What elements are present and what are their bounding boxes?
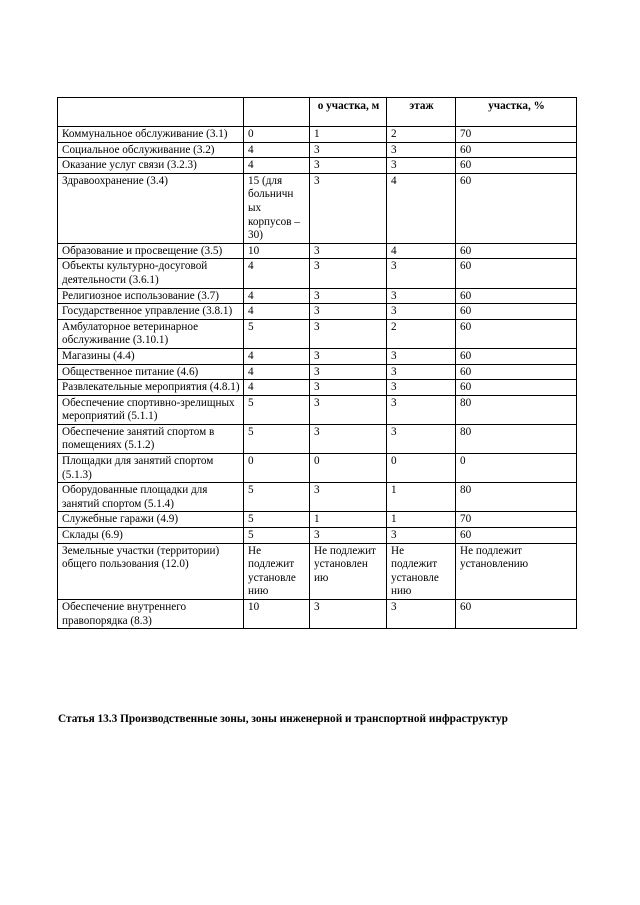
parameter-cell: 4 xyxy=(244,304,310,320)
parameter-cell: 5 xyxy=(244,395,310,424)
land-use-name-cell: Оборудованные площадки для занятий спортом (5.1.4) xyxy=(58,483,244,512)
parameter-cell: 60 xyxy=(456,142,577,158)
parameter-cell: 1 xyxy=(387,512,456,528)
parameter-cell: 3 xyxy=(387,142,456,158)
parameter-cell: 3 xyxy=(387,528,456,544)
parameter-cell: 3 xyxy=(310,395,387,424)
parameter-cell: 3 xyxy=(310,173,387,243)
land-use-name-cell: Магазины (4.4) xyxy=(58,348,244,364)
parameter-cell: 5 xyxy=(244,424,310,453)
parameter-cell: 2 xyxy=(387,127,456,143)
parameter-cell: 60 xyxy=(456,348,577,364)
parameter-cell: 3 xyxy=(310,319,387,348)
parameter-cell: 80 xyxy=(456,395,577,424)
land-use-name-cell: Коммунальное обслуживание (3.1) xyxy=(58,127,244,143)
parameter-cell: 3 xyxy=(387,158,456,174)
parameter-cell: 60 xyxy=(456,288,577,304)
parameter-cell: 5 xyxy=(244,528,310,544)
parameter-cell: 60 xyxy=(456,173,577,243)
parameter-cell: 4 xyxy=(244,364,310,380)
parameter-cell: 10 xyxy=(244,600,310,629)
parameter-cell: 4 xyxy=(387,173,456,243)
land-use-name-cell: Развлекательные мероприятия (4.8.1) xyxy=(58,380,244,396)
column-header-1 xyxy=(58,98,244,127)
parameter-cell: 3 xyxy=(310,243,387,259)
parameter-cell: 1 xyxy=(310,512,387,528)
land-use-name-cell: Обеспечение занятий спортом в помещениях (5.1.2) xyxy=(58,424,244,453)
table-row xyxy=(58,454,577,483)
column-header-3: о участка, м xyxy=(310,98,387,127)
parameter-cell: 70 xyxy=(456,512,577,528)
table-row xyxy=(58,483,577,512)
parameter-cell: 60 xyxy=(456,600,577,629)
land-use-name-cell: Площадки для занятий спортом (5.1.3) xyxy=(58,454,244,483)
article-title: Статья 13.3 Производственные зоны, зоны инженерной и транспортной инфраструктур xyxy=(58,713,508,725)
table-row xyxy=(58,259,577,288)
parameter-cell: 0 xyxy=(456,454,577,483)
parameter-cell: 3 xyxy=(310,158,387,174)
parameter-cell: 0 xyxy=(387,454,456,483)
parameter-cell: 80 xyxy=(456,483,577,512)
parameter-cell: 70 xyxy=(456,127,577,143)
parameter-cell: 3 xyxy=(387,259,456,288)
table-row xyxy=(58,288,577,304)
parameter-cell: 3 xyxy=(310,528,387,544)
parameter-cell: 0 xyxy=(310,454,387,483)
parameter-cell: 15 (для больничн ых корпусов – 30) xyxy=(244,173,310,243)
table-row xyxy=(58,395,577,424)
land-use-name-cell: Служебные гаражи (4.9) xyxy=(58,512,244,528)
parameter-cell: 80 xyxy=(456,424,577,453)
land-use-name-cell: Склады (6.9) xyxy=(58,528,244,544)
parameter-cell: 60 xyxy=(456,380,577,396)
parameter-cell: 3 xyxy=(310,259,387,288)
parameter-cell: 3 xyxy=(310,142,387,158)
table-row xyxy=(58,348,577,364)
table-row xyxy=(58,173,577,243)
table-row xyxy=(58,243,577,259)
parameter-cell: 3 xyxy=(310,304,387,320)
land-use-name-cell: Обеспечение внутреннего правопорядка (8.3) xyxy=(58,600,244,629)
table-body xyxy=(58,127,577,629)
land-use-name-cell: Религиозное использование (3.7) xyxy=(58,288,244,304)
parameter-cell: Не подлежит установлен ию xyxy=(310,543,387,599)
column-header-4: этаж xyxy=(387,98,456,127)
column-header-5: участка, % xyxy=(456,98,577,127)
parameter-cell: Не подлежит установле нию xyxy=(244,543,310,599)
land-use-name-cell: Государственное управление (3.8.1) xyxy=(58,304,244,320)
land-use-name-cell: Здравоохранение (3.4) xyxy=(58,173,244,243)
parameter-cell: 5 xyxy=(244,512,310,528)
parameter-cell: 60 xyxy=(456,259,577,288)
table-row xyxy=(58,304,577,320)
table-row xyxy=(58,127,577,143)
parameter-cell: 3 xyxy=(310,424,387,453)
land-use-name-cell: Земельные участки (территории) общего пользования (12.0) xyxy=(58,543,244,599)
parameter-cell: 4 xyxy=(387,243,456,259)
parameter-cell: Не подлежит установле нию xyxy=(387,543,456,599)
parameter-cell: 10 xyxy=(244,243,310,259)
table-row xyxy=(58,380,577,396)
parameter-cell: 4 xyxy=(244,380,310,396)
parameter-cell: Не подлежит установлению xyxy=(456,543,577,599)
land-use-name-cell: Общественное питание (4.6) xyxy=(58,364,244,380)
land-use-name-cell: Амбулаторное ветеринарное обслуживание (3.10.1) xyxy=(58,319,244,348)
table-row xyxy=(58,543,577,599)
table-row xyxy=(58,600,577,629)
parameter-cell: 60 xyxy=(456,158,577,174)
land-use-name-cell: Оказание услуг связи (3.2.3) xyxy=(58,158,244,174)
parameter-cell: 3 xyxy=(310,483,387,512)
table-header xyxy=(58,98,577,127)
table-row xyxy=(58,528,577,544)
parameter-cell: 3 xyxy=(387,380,456,396)
table-row xyxy=(58,512,577,528)
parameter-cell: 60 xyxy=(456,364,577,380)
parameter-cell: 4 xyxy=(244,158,310,174)
parameter-cell: 4 xyxy=(244,142,310,158)
table-row xyxy=(58,319,577,348)
parameter-cell: 0 xyxy=(244,454,310,483)
parameter-cell: 3 xyxy=(310,364,387,380)
land-use-name-cell: Социальное обслуживание (3.2) xyxy=(58,142,244,158)
parameter-cell: 4 xyxy=(244,259,310,288)
parameter-cell: 3 xyxy=(387,348,456,364)
parameter-cell: 4 xyxy=(244,348,310,364)
land-use-parameters-table xyxy=(57,97,577,629)
parameter-cell: 60 xyxy=(456,304,577,320)
parameter-cell: 60 xyxy=(456,243,577,259)
parameter-cell: 3 xyxy=(387,304,456,320)
parameter-cell: 3 xyxy=(310,380,387,396)
parameter-cell: 5 xyxy=(244,483,310,512)
parameter-cell: 1 xyxy=(387,483,456,512)
parameter-cell: 1 xyxy=(310,127,387,143)
parameter-cell: 2 xyxy=(387,319,456,348)
parameter-cell: 3 xyxy=(310,288,387,304)
parameter-cell: 3 xyxy=(387,395,456,424)
parameter-cell: 3 xyxy=(387,364,456,380)
parameter-cell: 3 xyxy=(387,288,456,304)
table-row xyxy=(58,424,577,453)
table-row xyxy=(58,158,577,174)
land-use-name-cell: Образование и просвещение (3.5) xyxy=(58,243,244,259)
table-header-row xyxy=(58,98,577,127)
land-use-name-cell: Обеспечение спортивно-зрелищных мероприятий (5.1.1) xyxy=(58,395,244,424)
table-row xyxy=(58,142,577,158)
parameter-cell: 4 xyxy=(244,288,310,304)
column-header-2 xyxy=(244,98,310,127)
table-row xyxy=(58,364,577,380)
parameter-cell: 5 xyxy=(244,319,310,348)
parameter-cell: 3 xyxy=(387,600,456,629)
parameter-cell: 0 xyxy=(244,127,310,143)
parameter-cell: 3 xyxy=(387,424,456,453)
parameter-cell: 60 xyxy=(456,528,577,544)
parameter-cell: 3 xyxy=(310,348,387,364)
parameter-cell: 3 xyxy=(310,600,387,629)
land-use-name-cell: Объекты культурно-досуговой деятельности (3.6.1) xyxy=(58,259,244,288)
parameter-cell: 60 xyxy=(456,319,577,348)
